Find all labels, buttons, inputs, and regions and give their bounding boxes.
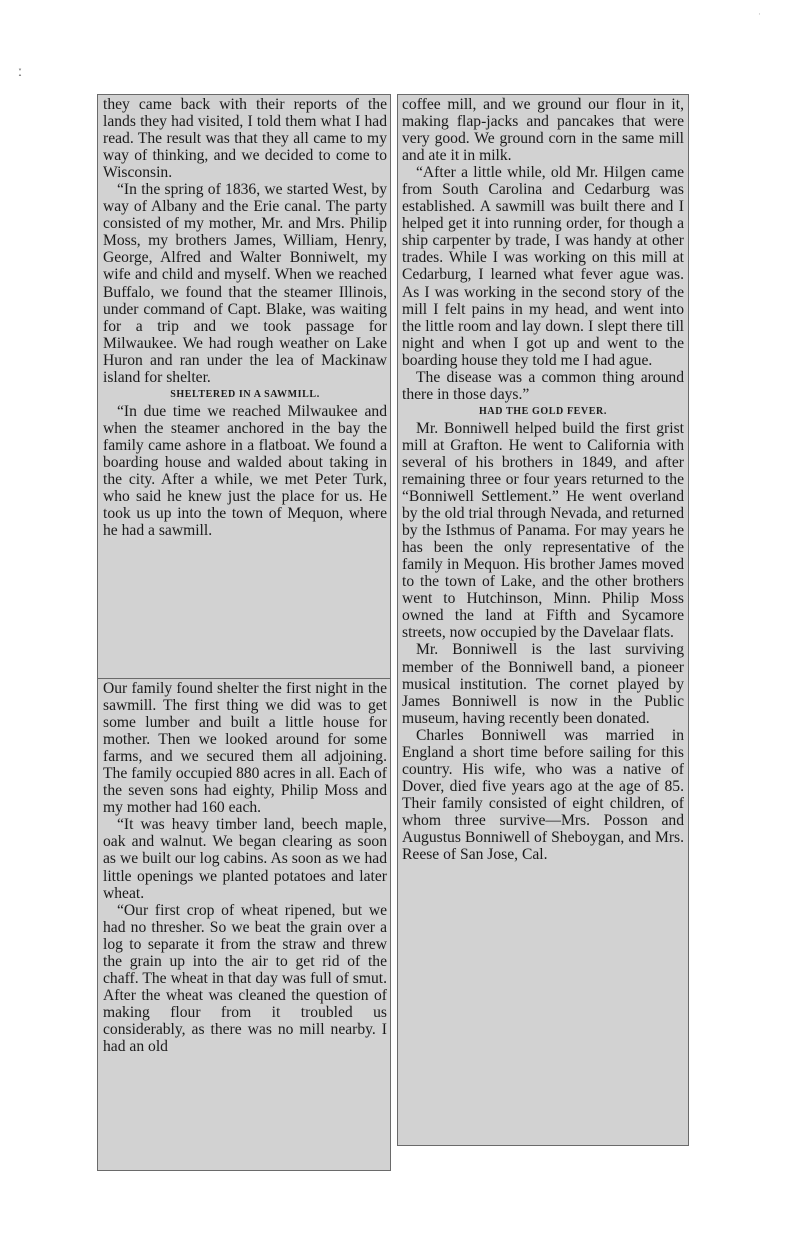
clipping-left-column-bottom: [97, 679, 391, 1171]
paragraph: Charles Bonniwell was married in England a short time before sailing for this country. His wife, who was a native of Dover, died five years ago at the age of 85. Their family consisted of eight children, of whom three survive—Mrs. Posson and Augustus Bonniwell of Sheboygan, and Mrs. Reese of San Jose, Cal.: [402, 726, 684, 864]
corner-mark: ·: [758, 10, 761, 20]
paragraph: Mr. Bonniwell is the last surviving member of the Bonniwell band, a pioneer musical institution. The cornet played by James Bonniwell is now in the Public museum, having recently been donated.: [402, 641, 684, 727]
section-heading-sheltered: SHELTERED IN A SAWMILL.: [170, 388, 320, 400]
section-heading-gold-fever: HAD THE GOLD FEVER.: [479, 405, 607, 417]
paragraph: Mr. Bonniwell helped build the first grist mill at Grafton. He went to California with several of his brothers in 1849, and after remaining three or four years returned to the “Bonniwell Settlement.” He went overland by the old trial through Nevada, and returned by the Isthmus of Panama. For may years he has been the only representative of the family in Mequon. His brother James moved to the town of Lake, and the other brothers went to Hutchinson, Minn. Philip Moss owned the land at Fifth and Sycamore streets, now occupied by the Davelaar flats.: [402, 419, 684, 642]
paragraph: “In due time we reached Milwaukee and when the steamer anchored in the bay the family came ashore in a flatboat. We found a boarding house and walded about taking in the city. After a while, we met Peter Turk, who said he knew just the place for us. He took us up into the town of Mequon, where he had a sawmill.: [103, 402, 387, 540]
paragraph: coffee mill, and we ground our flour in it, making flap-jacks and pancakes that were very good. We ground corn in the same mill and ate it in milk.: [402, 96, 684, 165]
clipping-right-column: [397, 94, 689, 1146]
clipping-left-column-top: [97, 94, 391, 679]
paragraph: “After a little while, old Mr. Hilgen came from South Carolina and Cedarburg was established. A sawmill was built there and I helped get it into running order, for though a ship carpenter by trade, I was handy at other trades. While I was working on this mill at Cedarburg, I learned what fever ague was. As I was working in the second story of the mill I felt pains in my head, and went into the little room and lay down. I slept there till night and when I got up and went to the boarding house they told me I had ague.: [402, 164, 684, 369]
paragraph: “Our first crop of wheat ripened, but we had no thresher. So we beat the grain over a log to separate it from the straw and threw the grain up into the air to get rid of the chaff. The wheat in that day was full of smut. After the wheat was cleaned the question of making flour from it troubled us considerably, as there was no mill nearby. I had an old: [103, 901, 387, 1055]
paragraph: The disease was a common thing around there in those days.”: [402, 368, 684, 403]
margin-mark: ː: [18, 64, 23, 80]
paragraph: “It was heavy timber land, beech maple, oak and walnut. We began clearing as soon as we built our log cabins. As soon as we had little openings we planted potatoes and later wheat.: [103, 816, 387, 902]
paragraph: Our family found shelter the first night in the sawmill. The first thing we did was to get some lumber and built a little house for mother. Then we looked around for some farms, and we secured them all adjoining. The family occupied 880 acres in all. Each of the seven sons had eighty, Philip Moss and my mother had 160 each.: [103, 680, 387, 817]
paragraph: they came back with their reports of the lands they had visited, I told them what I had read. The result was that they all came to my way of thinking, and we decided to come to Wisconsin.: [103, 96, 387, 182]
paragraph: “In the spring of 1836, we started West, by way of Albany and the Erie canal. The party consisted of my mother, Mr. and Mrs. Philip Moss, my brothers James, William, Henry, George, Alfred and Walter Bonniwelt, my wife and child and myself. When we reached Buffalo, we found that the steamer Illinois, under command of Capt. Blake, was waiting for a trip and we took passage for Milwaukee. We had rough weather on Lake Huron and ran under the lea of Mackinaw island for shelter.: [103, 181, 387, 386]
